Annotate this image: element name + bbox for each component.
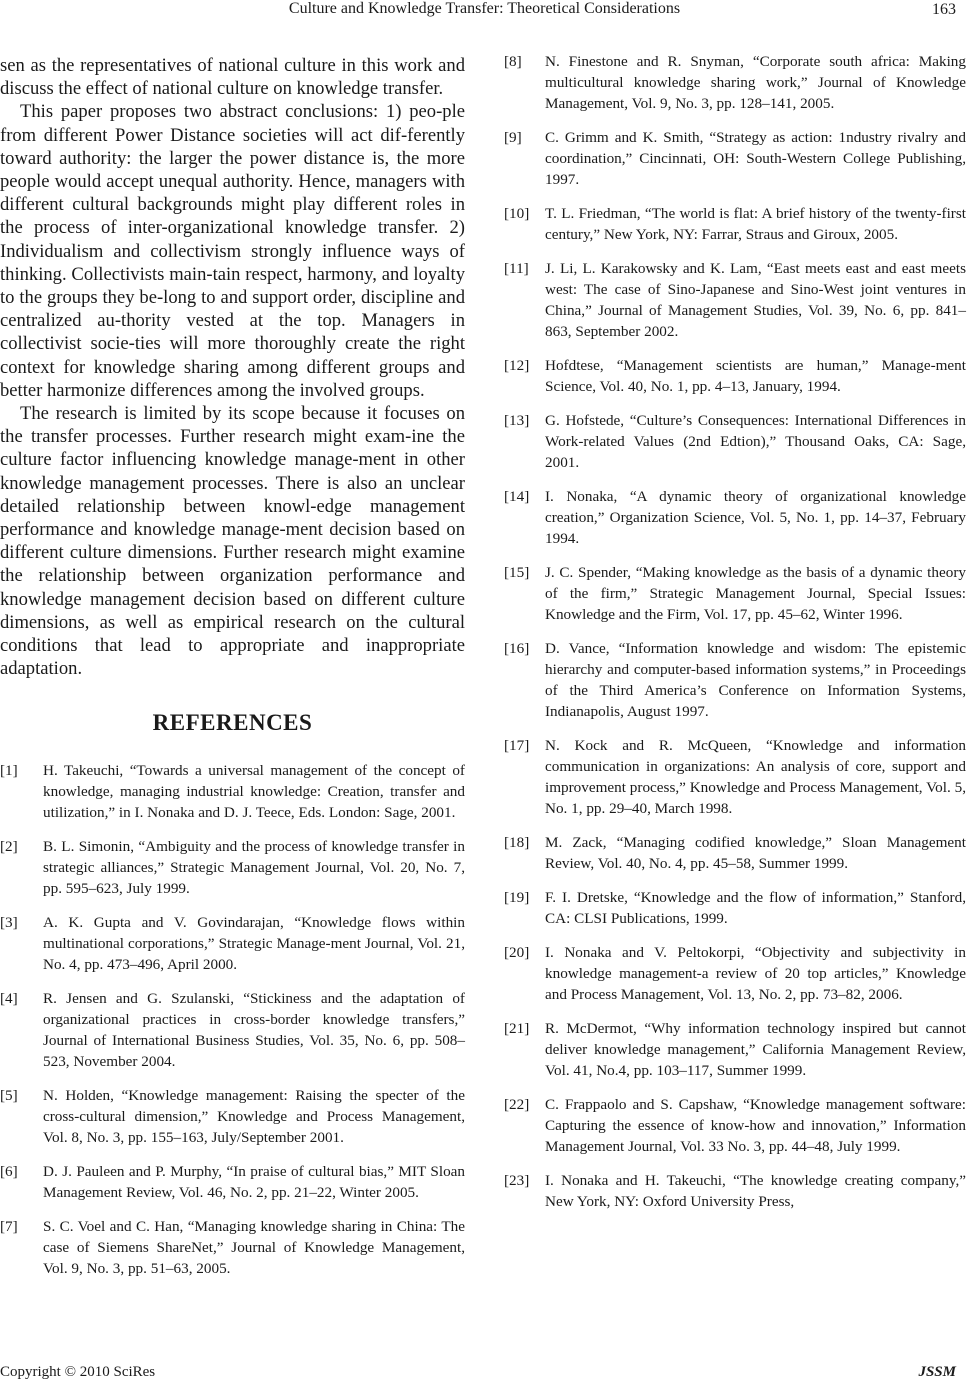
reference-number: [13] (504, 412, 530, 429)
body-paragraph: This paper proposes two abstract conclusions: 1) peo-ple from different Power Distance societies will act dif-ferently toward authority: the larger the power distance is, the more people would accept unequal authority. Hence, managers with different cultural backgrounds might play different roles in the process of inter-organizational knowledge transfer. 2) Individualism and collectivism strongly influence ways of thinking. Collectivists main-tain respect, harmony, and loyalty to the groups they be-long to and support order, discipline and centralized au-thority vested at the top. Managers in collectivist socie-ties will more thoroughly create the right context for knowledge sharing among different groups and better harmonize differences among the involved groups. (0, 101, 465, 401)
reference-text: J. Li, L. Karakowsky and K. Lam, “East meets east and east meets west: The case of Sino-Japanese and Sino-West joint ventures in China,” Journal of Management Studies, Vol. 39, No. 6, pp. 841–863, September 2002. (545, 260, 966, 340)
reference-item (0, 1216, 465, 1279)
reference-number: [20] (504, 944, 530, 961)
reference-item (504, 486, 966, 549)
reference-text: D. Vance, “Information knowledge and wisdom: The epistemic hierarchy and computer-based information systems,” in Proceedings of the Third America’s Conference on Information Systems, Indianapolis, August 1997. (545, 640, 966, 720)
reference-text: F. I. Dretske, “Knowledge and the flow of information,” Stanford, CA: CLSI Publications, 1999. (545, 889, 966, 927)
reference-number: [19] (504, 889, 530, 906)
reference-number: [14] (504, 488, 530, 505)
body-paragraph: The research is limited by its scope because it focuses on the transfer processes. Further research might exam-ine the culture factor influencing knowledge manage-ment in other knowledge management processes. There is also an unclear detailed relationship between knowl-edge management performance and knowledge manage-ment decision based on different culture dimensions. Further research might examine the relationship between organization performance and knowledge management decision based on different culture dimensions, as well as empirical research on the cultural conditions that lead to appropriate and inappropriate adaptation. (0, 403, 465, 680)
reference-item (504, 1170, 966, 1212)
reference-text: T. L. Friedman, “The world is flat: A brief history of the twenty-first century,” New York, NY: Farrar, Straus and Giroux, 2005. (545, 205, 966, 243)
reference-text: R. Jensen and G. Szulanski, “Stickiness and the adaptation of organizational practices in cross-border knowledge transfers,” Journal of International Business Studies, Vol. 35, No. 6, pp. 508–523, November 2004. (43, 990, 465, 1071)
page-number: 163 (932, 1, 956, 18)
reference-item (504, 735, 966, 819)
reference-number: [3] (0, 914, 18, 932)
reference-item (0, 912, 465, 975)
reference-number: [16] (504, 640, 530, 657)
reference-text: A. K. Gupta and V. Govindarajan, “Knowledge flows within multinational corporations,” Strategic Manage-ment Journal, Vol. 21, No. 4, pp. 473–496, April 2000. (43, 914, 465, 974)
reference-item (504, 258, 966, 342)
reference-text: M. Zack, “Managing codified knowledge,” Sloan Management Review, Vol. 40, No. 4, pp. 45–58, Summer 1999. (545, 834, 966, 872)
reference-number: [2] (0, 838, 18, 856)
reference-item (504, 203, 966, 245)
reference-number: [21] (504, 1020, 530, 1037)
reference-number: [23] (504, 1172, 530, 1189)
reference-text: Hofdtese, “Management scientists are human,” Manage-ment Science, Vol. 40, No. 1, pp. 4–13, January, 1994. (545, 357, 966, 395)
reference-item (0, 1085, 465, 1148)
reference-number: [22] (504, 1096, 530, 1113)
reference-item (0, 988, 465, 1072)
reference-text: I. Nonaka, “A dynamic theory of organizational knowledge creation,” Organization Science, Vol. 5, No. 1, pp. 14–37, February 1994. (545, 488, 966, 547)
reference-text: H. Takeuchi, “Towards a universal management of the concept of knowledge, managing industrial knowledge: Creation, transfer and utilization,” in I. Nonaka and D. J. Teece, Eds. London: Sage, 2001. (43, 762, 465, 822)
reference-text: B. L. Simonin, “Ambiguity and the process of knowledge transfer in strategic alliances,” Strategic Management Journal, Vol. 20, No. 7, pp. 595–623, July 1999. (43, 838, 465, 898)
reference-item (504, 51, 966, 114)
reference-item (0, 760, 465, 823)
references-heading: REFERENCES (152, 710, 313, 736)
reference-item (0, 836, 465, 899)
body-paragraph: sen as the representatives of national culture in this work and discuss the effect of national culture on knowledge transfer. (0, 55, 465, 100)
reference-item (504, 638, 966, 722)
reference-number: [4] (0, 990, 18, 1008)
reference-number: [10] (504, 205, 530, 222)
reference-number: [6] (0, 1163, 18, 1181)
reference-number: [12] (504, 357, 530, 374)
reference-number: [17] (504, 737, 530, 754)
copyright-footer: Copyright © 2010 SciRes (0, 1364, 156, 1380)
reference-text: J. C. Spender, “Making knowledge as the basis of a dynamic theory of the firm,” Strategic Management Journal, Special Issues: Knowledge and the Firm, Vol. 17, pp. 45–62, Winter 1996. (545, 564, 966, 623)
reference-item (504, 127, 966, 190)
reference-text: C. Grimm and K. Smith, “Strategy as action: 1ndustry rivalry and coordination,” Cincinnati, OH: South-Western College Publishing, 1997. (545, 129, 966, 188)
reference-text: G. Hofstede, “Culture’s Consequences: International Differences in Work-related Values (2nd Edtion),” Thousand Oaks, CA: Sage, 2001. (545, 412, 966, 471)
reference-text: C. Frappaolo and S. Capshaw, “Knowledge management software: Capturing the essence of know-how and innovation,” Information Management Journal, Vol. 33 No. 3, pp. 44–48, July 1999. (545, 1096, 966, 1155)
reference-text: I. Nonaka and V. Peltokorpi, “Objectivity and subjectivity in knowledge management-a review of 20 top articles,” Knowledge and Process Management, Vol. 13, No. 2, pp. 73–82, 2006. (545, 944, 966, 1003)
right-column (504, 51, 966, 1225)
reference-item (504, 1094, 966, 1157)
reference-number: [18] (504, 834, 530, 851)
running-header-title: Culture and Knowledge Transfer: Theoretical Considerations (288, 0, 681, 17)
reference-text: S. C. Voel and C. Han, “Managing knowledge sharing in China: The case of Siemens ShareNet,” Journal of Knowledge Management, Vol. 9, No. 3, pp. 51–63, 2005. (43, 1218, 465, 1278)
left-column (0, 54, 465, 1292)
journal-abbrev: JSSM (918, 1364, 956, 1380)
reference-text: R. McDermot, “Why information technology inspired but cannot deliver knowledge management,” California Management Review, Vol. 41, No.4, pp. 103–117, Summer 1999. (545, 1020, 966, 1079)
reference-number: [1] (0, 762, 18, 780)
reference-item (504, 1018, 966, 1081)
reference-item (504, 942, 966, 1005)
reference-number: [7] (0, 1218, 18, 1236)
reference-number: [9] (504, 129, 522, 146)
reference-number: [15] (504, 564, 530, 581)
reference-text: D. J. Pauleen and P. Murphy, “In praise of cultural bias,” MIT Sloan Management Review, Vol. 46, No. 2, pp. 21–22, Winter 2005. (43, 1163, 465, 1202)
reference-text: N. Holden, “Knowledge management: Raising the specter of the cross-cultural dimension,” Knowledge and Process Management, Vol. 8, No. 3, pp. 155–163, July/September 2001. (43, 1087, 465, 1147)
reference-item (504, 410, 966, 473)
reference-text: N. Kock and R. McQueen, “Knowledge and information communication in organizations: An analysis of core, support and improvement process,” Knowledge and Process Management, Vol. 5, No. 1, pp. 29–40, March 1998. (545, 737, 966, 817)
reference-number: [8] (504, 53, 522, 70)
reference-item (504, 832, 966, 874)
reference-item (0, 1161, 465, 1203)
reference-item (504, 887, 966, 929)
reference-item (504, 562, 966, 625)
reference-text: I. Nonaka and H. Takeuchi, “The knowledge creating company,” New York, NY: Oxford University Press, (545, 1172, 966, 1210)
reference-number: [11] (504, 260, 529, 277)
reference-text: N. Finestone and R. Snyman, “Corporate south africa: Making multicultural knowledge sharing work,” Journal of Knowledge Management, Vol. 9, No. 3, pp. 128–141, 2005. (545, 53, 966, 112)
reference-number: [5] (0, 1087, 18, 1105)
reference-item (504, 355, 966, 397)
